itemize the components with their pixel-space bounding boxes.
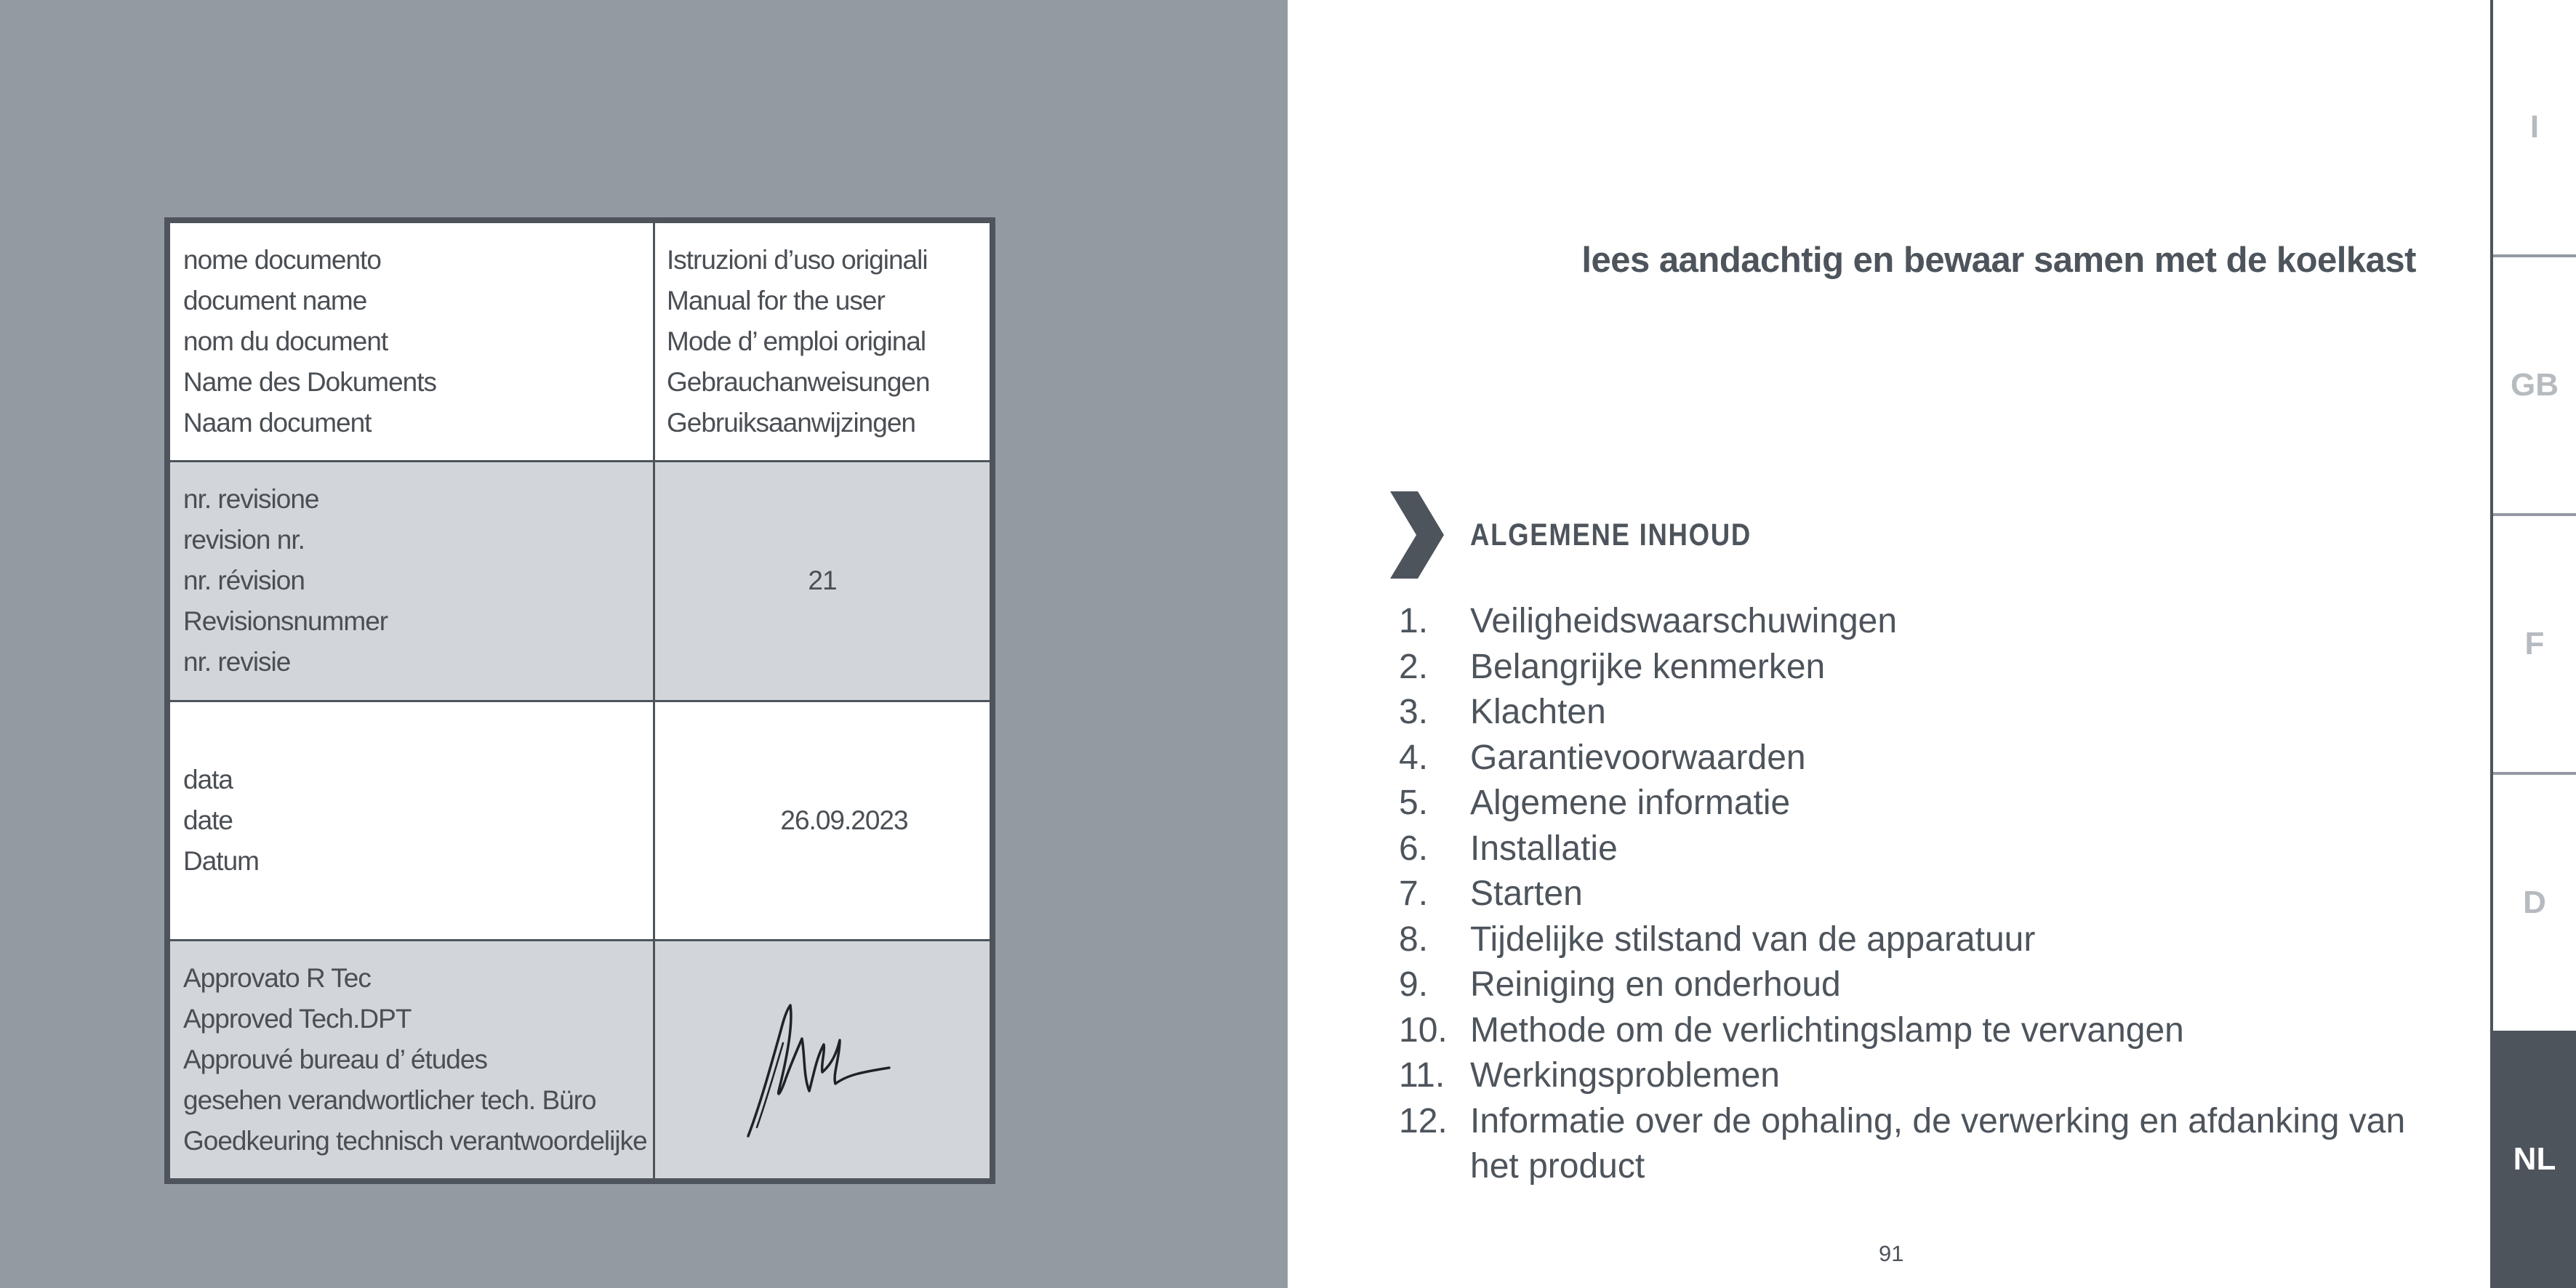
page-number: 91: [1879, 1241, 1904, 1266]
value-line: Gebrauchanweisungen: [667, 367, 930, 398]
toc-item[interactable]: [1390, 645, 2423, 691]
toc-text: Garantievoorwaarden: [1470, 738, 1806, 777]
toc-number: 3.: [1399, 693, 1429, 731]
language-tabs: [2490, 0, 2576, 1288]
toc-number: 10.: [1399, 1010, 1448, 1050]
toc-number: 7.: [1399, 874, 1429, 913]
label-line: Name des Dokuments: [183, 367, 437, 398]
toc-text: Werkingsproblemen: [1470, 1056, 1780, 1095]
table-cell-label: [170, 462, 653, 699]
value-line: Mode d’ emploi original: [667, 326, 926, 357]
toc-text: Veiligheidswaarschuwingen: [1470, 602, 1898, 640]
label-line: Goedkeuring technisch verantwoordelijke: [183, 1125, 647, 1156]
toc-item[interactable]: [1390, 690, 2423, 736]
toc-text: Starten: [1470, 874, 1583, 913]
toc-text: Reiniging en onderhoud: [1470, 965, 1841, 1004]
toc-text: Tijdelijke stilstand van de apparatuur: [1470, 919, 2036, 959]
label-line: Approved Tech.DPT: [183, 1003, 412, 1034]
page-headline: lees aandachtig en bewaar samen met de koelkast: [1581, 241, 2416, 280]
section-heading: [1390, 491, 1801, 579]
toc-item[interactable]: [1390, 917, 2423, 963]
table-cell-value: [655, 941, 990, 1178]
label-line: revision nr.: [183, 525, 305, 555]
label-line: document name: [183, 286, 367, 316]
value-line: Istruzioni d’uso originali: [667, 245, 928, 275]
toc-item[interactable]: [1390, 1053, 2423, 1099]
toc-number: 8.: [1399, 919, 1429, 959]
label-line: Approuvé bureau d’ études: [183, 1044, 487, 1074]
value-line: Gebruiksaanwijzingen: [667, 408, 915, 438]
toc-text: Methode om de verlichtingslamp te vervangen: [1470, 1010, 2184, 1050]
tab-label: I: [2529, 109, 2540, 145]
tab-language-nl[interactable]: [2493, 1031, 2576, 1288]
toc-text: Installatie: [1470, 829, 1618, 868]
chevron-right-icon: [1390, 491, 1444, 579]
label-line: nr. révision: [183, 565, 305, 596]
label-line: Datum: [183, 845, 259, 876]
label-line: nr. revisie: [183, 647, 291, 677]
toc-text: Belangrijke kenmerken: [1470, 647, 1826, 686]
toc-item[interactable]: [1390, 872, 2423, 917]
label-line: Naam document: [183, 408, 372, 438]
document-date: 26.09.2023: [780, 805, 908, 835]
toc-number: 1.: [1399, 602, 1429, 640]
toc-number: 9.: [1399, 965, 1429, 1004]
section-title: ALGEMENE INHOUD: [1470, 517, 1752, 552]
tab-label: GB: [2511, 367, 2559, 403]
toc-item[interactable]: [1390, 1099, 2423, 1190]
toc-number: 11.: [1399, 1056, 1445, 1095]
tab-language-f[interactable]: [2493, 516, 2576, 775]
label-line: Approvato R Tec: [183, 962, 371, 993]
label-line: nom du document: [183, 326, 388, 357]
toc-item[interactable]: [1390, 599, 2423, 645]
tab-label: NL: [2513, 1141, 2556, 1177]
toc-number: 4.: [1399, 738, 1429, 777]
label-line: gesehen verandwortlicher tech. Büro: [183, 1084, 596, 1115]
value-line: Manual for the user: [667, 286, 885, 316]
document-info-table: [164, 217, 995, 1184]
toc-item[interactable]: [1390, 826, 2423, 872]
table-cell-label: [170, 941, 653, 1178]
table-cell-value: [655, 462, 990, 699]
toc-text: Informatie over de ophaling, de verwerking en afdanking van het product: [1470, 1101, 2406, 1186]
tab-language-i[interactable]: [2493, 0, 2576, 257]
table-of-contents: [1390, 599, 2423, 1190]
toc-text: Klachten: [1470, 693, 1606, 731]
toc-number: 12.: [1399, 1101, 1448, 1140]
toc-item[interactable]: [1390, 736, 2423, 781]
toc-item[interactable]: [1390, 781, 2423, 826]
tab-label: D: [2523, 885, 2546, 920]
label-line: date: [183, 805, 233, 835]
tab-label: F: [2524, 626, 2545, 661]
label-line: nr. revisione: [183, 484, 319, 515]
table-cell-label: [170, 702, 653, 939]
table-cell-label: [170, 223, 653, 460]
revision-number: 21: [808, 565, 837, 596]
label-line: nome documento: [183, 245, 381, 275]
toc-item[interactable]: [1390, 1008, 2423, 1054]
toc-text: Algemene informatie: [1470, 784, 1791, 822]
toc-number: 5.: [1399, 784, 1429, 822]
toc-number: 6.: [1399, 829, 1429, 868]
tab-language-d[interactable]: [2493, 775, 2576, 1031]
table-cell-value: [655, 223, 990, 460]
toc-item[interactable]: [1390, 962, 2423, 1008]
label-line: data: [183, 764, 233, 794]
table-cell-value: [655, 702, 990, 939]
signature-icon: [738, 982, 927, 1149]
label-line: Revisionsnummer: [183, 606, 388, 637]
tab-language-gb[interactable]: [2493, 257, 2576, 516]
toc-number: 2.: [1399, 647, 1429, 686]
